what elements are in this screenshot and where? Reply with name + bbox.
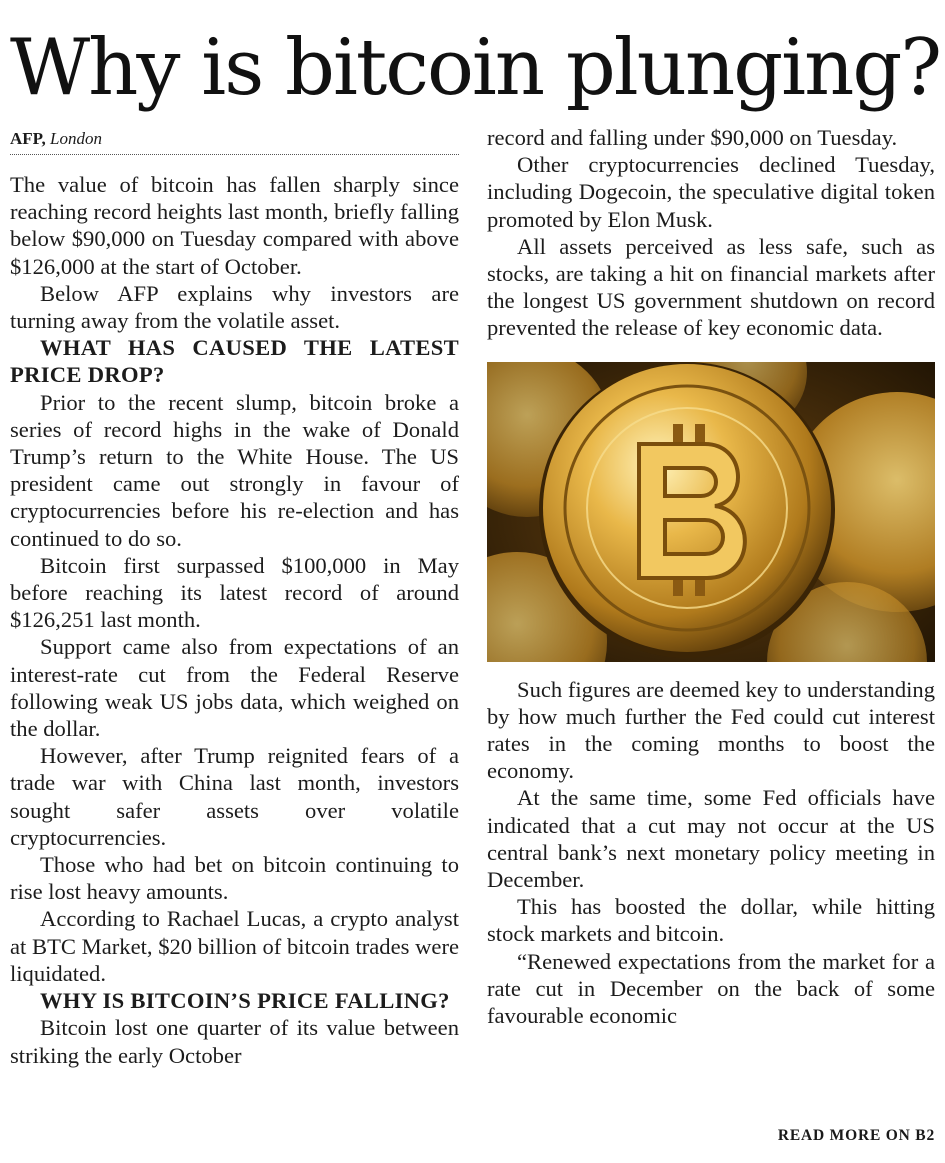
bitcoin-coin-icon (487, 362, 935, 662)
paragraph: Bitcoin first surpassed $100,000 in May before reaching its latest record of around $126,251 last month. (10, 552, 459, 633)
paragraph: However, after Trump reignited fears of a trade war with China last month, investors sought safer assets over volatile cryptocurrencies. (10, 743, 459, 850)
paragraph: At the same time, some Fed officials have indicated that a cut may not occur at the US central bank’s next monetary policy meeting in December. (487, 785, 935, 893)
paragraph: Below AFP explains why investors are turning away from the volatile asset. (10, 280, 459, 334)
left-column-body (10, 171, 459, 1069)
byline-divider (10, 154, 459, 155)
paragraph: record and falling under $90,000 on Tuesday. (487, 125, 898, 150)
paragraph: According to Rachael Lucas, a crypto analyst at BTC Market, $20 billion of bitcoin trades were liquidated. (10, 906, 459, 986)
paragraph: All assets perceived as less safe, such as stocks, are taking a hit on financial markets after the longest US government shutdown on record prevented the release of key economic data. (487, 233, 935, 341)
right-column-bottom-body (487, 676, 935, 1030)
right-column-top-body (487, 124, 935, 342)
article-column-left (10, 124, 459, 1069)
read-more-link[interactable]: READ MORE ON B2 (777, 1127, 935, 1144)
bitcoin-coin-photo (487, 362, 935, 662)
subheading: WHY IS BITCOIN’S PRICE FALLING? (40, 988, 450, 1014)
byline-place: London (50, 129, 102, 148)
paragraph: Other cryptocurrencies declined Tuesday, including Dogecoin, the speculative digital token promoted by Elon Musk. (487, 152, 935, 232)
byline-agency: AFP, (10, 129, 46, 148)
paragraph: Such figures are deemed key to understanding by how much further the Fed could cut interest rates in the coming months to boost the economy. (487, 676, 935, 784)
headline: Why is bitcoin plunging? (10, 23, 941, 113)
byline (10, 124, 459, 154)
paragraph: Bitcoin lost one quarter of its value between striking the early October (10, 1015, 459, 1068)
paragraph: Those who had bet on bitcoin continuing to rise lost heavy amounts. (10, 852, 459, 905)
paragraph: Prior to the recent slump, bitcoin broke a series of record highs in the wake of Donald Trump’s return to the White House. The US president came out strongly in favour of cryptocurrencies before his re-election and has continued to do so. (10, 389, 459, 551)
article-column-right (487, 124, 935, 1029)
subheading: WHAT HAS CAUSED THE LATEST PRICE DROP? (10, 335, 459, 388)
paragraph: The value of bitcoin has fallen sharply since reaching record heights last month, briefly falling below $90,000 on Tuesday compared with above $126,000 at the start of October. (10, 172, 459, 279)
paragraph: Support came also from expectations of an interest-rate cut from the Federal Reserve following weak US jobs data, which weighed on the dollar. (10, 634, 459, 742)
paragraph: This has boosted the dollar, while hitting stock markets and bitcoin. (487, 894, 935, 947)
paragraph: “Renewed expectations from the market for a rate cut in December on the back of some favourable economic (487, 948, 935, 1029)
